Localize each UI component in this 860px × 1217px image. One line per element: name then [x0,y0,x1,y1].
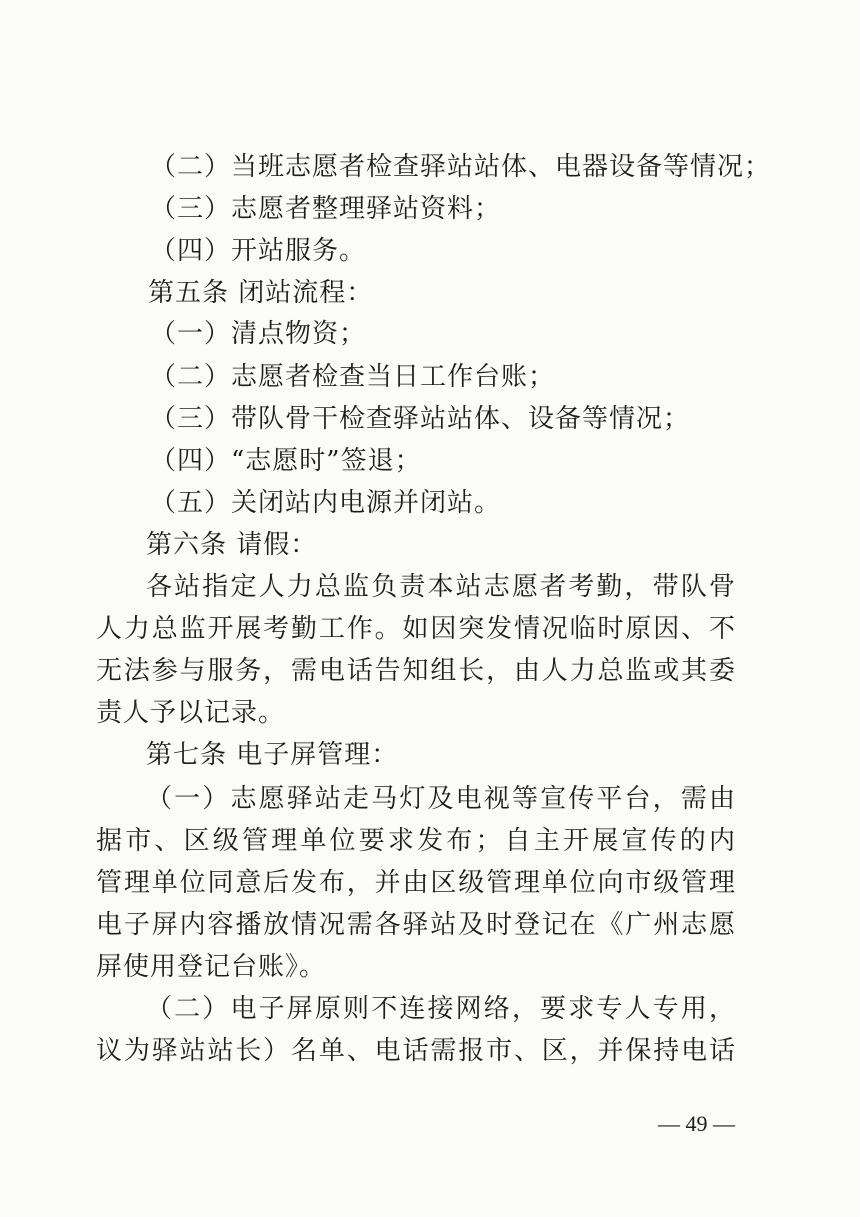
paragraph-line: 议为驿站站长）名单、电话需报市、区，并保持电话 [96,1036,736,1066]
paragraph-line: （四）开站服务。 [150,236,367,266]
paragraph-line: （三）志愿者整理驿站资料； [150,194,502,224]
article-heading: 第七条 电子屏管理： [146,740,399,770]
paragraph-line: （二）电子屏原则不连接网络，要求专人专用， [146,994,736,1024]
article-heading: 第五条 闭站流程： [148,278,374,308]
paragraph-line: 各站指定人力总监负责本站志愿者考勤，带队骨 [146,572,736,602]
paragraph-line: 管理单位同意后发布，并由区级管理单位向市级管理 [96,868,736,898]
paragraph-line: 无法参与服务，需电话告知组长，由人力总监或其委 [96,656,736,686]
article-heading: 第六条 请假： [146,530,318,560]
paragraph-line: 电子屏内容播放情况需各驿站及时登记在《广州志愿 [96,910,736,940]
paragraph-line: 据市、区级管理单位要求发布；自主开展宣传的内 [96,826,736,856]
paragraph-line: 责人予以记录。 [96,698,286,728]
paragraph-line: 人力总监开展考勤工作。如因突发情况临时原因、不 [96,614,736,644]
paragraph-line: 屏使用登记台账》。 [96,952,327,982]
page-number: — 49 — [658,1111,735,1136]
paragraph-line: （二）志愿者检查当日工作台账； [150,362,556,392]
paragraph-line: （一）志愿驿站走马灯及电视等宣传平台，需由 [146,784,736,814]
paragraph-line: （二）当班志愿者检查驿站站体、电器设备等情况； [150,152,772,182]
paragraph-line: （三）带队骨干检查驿站站体、设备等情况； [150,404,691,434]
paragraph-line: （五）关闭站内电源并闭站。 [150,488,502,518]
paragraph-line: （四）“志愿时”签退； [150,446,422,476]
paragraph-line: （一）清点物资； [150,319,367,349]
